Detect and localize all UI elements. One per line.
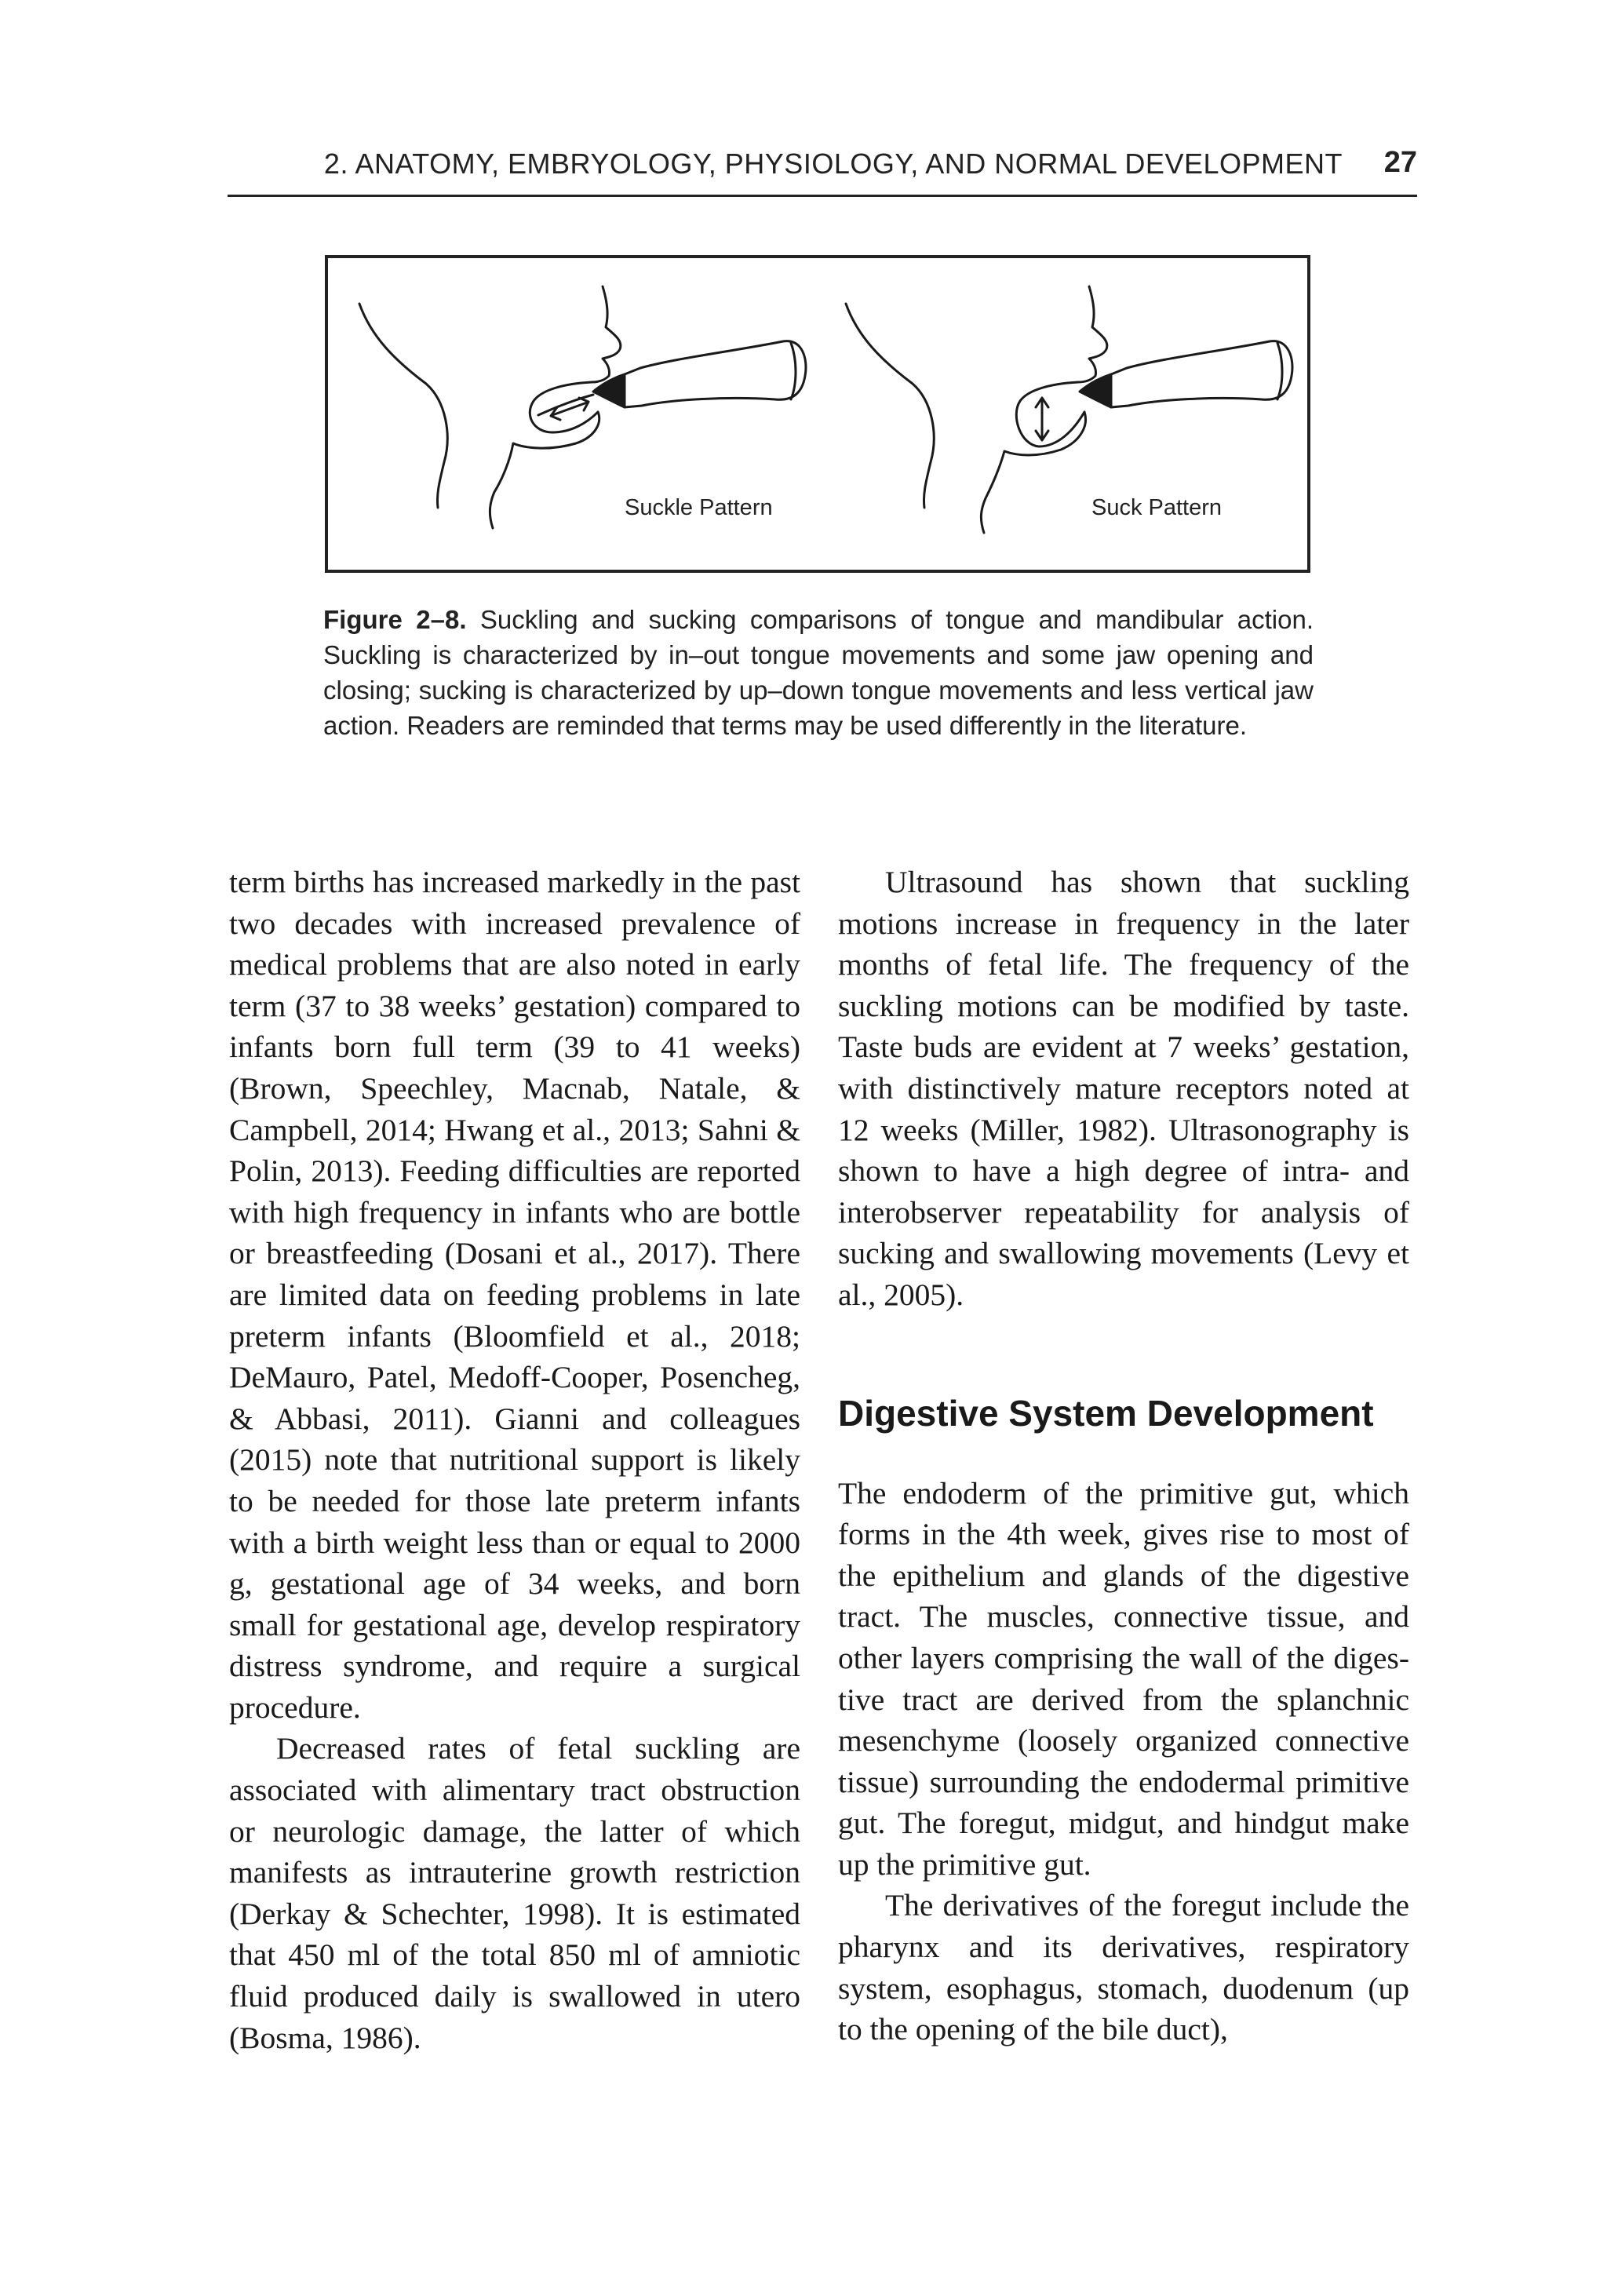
left-head-outline [359, 304, 447, 508]
suckle-suck-illustration [328, 258, 1307, 570]
running-head [228, 148, 1417, 197]
right-nipple [1080, 374, 1111, 407]
right-tongue-curve [1016, 382, 1084, 446]
suckle-pattern-label: Suckle Pattern [625, 495, 773, 520]
right-bottle [1111, 341, 1292, 407]
right-bottle-cap [1277, 343, 1282, 399]
figure-2-8 [325, 255, 1310, 573]
right-face-profile [1078, 286, 1107, 382]
left-paragraph-1: term births has increased markedly in the past two decades with increased prevalence of medical problems that are also noted in early term (37 to 38 weeks’ gestation) compared to infants born full term (39 to 41 weeks) (Brown, Speechley, Macnab, Natale, & Campbell, 2014; Hwang et al., 2013; Sahni & Polin, 2013). Feeding difficulties are reported with high frequency in infants who are bottle or breastfeeding (Dosani et al., 2017). There are limited data on feeding problems in late preterm infants (Bloomfield et al., 2018; DeMauro, Patel, Medoff-Cooper, Posencheg, & Abbasi, 2011). Gianni and colleagues (2015) note that nutritional support is likely to be needed for those late preterm infants with a birth weight less than or equal to 2000 g, gestational age of 34 weeks, and born small for gestational age, develop respiratory distress syndrome, and require a surgical procedure. [229, 865, 800, 1725]
figure-caption-text: Suckling and sucking comparisons of tongue and mandibular action. Suckling is characterized by in–out tongue movements and some jaw opening and closing; sucking is characterized by up–down tongue movements and less vertical jaw action. Readers are reminded that terms may be used differently in the literature. [323, 605, 1314, 740]
right-column [838, 862, 1409, 2050]
left-nipple [593, 374, 625, 407]
right-paragraph-3: The derivatives of the foregut include the pharynx and its derivatives, respiratory system, esophagus, stomach, duodenum (up to the opening of the bile duct), [838, 1888, 1409, 2047]
left-bottle-cap [791, 343, 796, 399]
page-number: 27 [1383, 146, 1417, 179]
left-tongue-inner [538, 395, 593, 415]
running-head-title: 2. ANATOMY, EMBRYOLOGY, PHYSIOLOGY, AND NORMAL DEVELOPMENT [323, 148, 1343, 180]
left-jaw-chin [490, 412, 599, 528]
right-head-outline [846, 304, 934, 508]
left-arrow-line [552, 403, 587, 415]
figure-caption [323, 602, 1314, 743]
right-paragraph-2: The endoderm of the primitive gut, which forms in the 4th week, gives rise to most of the epithelium and glands of the digestive tract. The muscles, connective tissue, and other layers comprising the wall of the digestive tract are derived from the splanchnic mesenchyme (loosely organized connective tissue) surrounding the endodermal primitive gut. The foregut, midgut, and hindgut make up the primitive gut. [838, 1475, 1409, 1882]
left-bottle [625, 341, 806, 407]
left-column [229, 862, 800, 2058]
left-tongue-curve [530, 382, 598, 432]
section-heading: Digestive System Development [838, 1392, 1374, 1434]
figure-caption-label: Figure 2–8. [323, 605, 467, 634]
suck-pattern-label: Suck Pattern [1091, 495, 1223, 520]
left-paragraph-2: Decreased rates of fetal suckling are associated with alimentary tract obstruction or neurologic damage, the latter of which manifests as intrauterine growth restriction (Derkay & Schechter, 1998). It is estimated that 450 ml of the total 850 ml of amniotic fluid produced daily is swallowed in utero (Bosma, 1986). [229, 1731, 800, 2055]
left-face-profile [592, 286, 621, 382]
right-paragraph-1: Ultrasound has shown that suckling motions increase in frequency in the later months of fetal life. The frequency of the suckling motions can be modified by taste. Taste buds are evident at 7 weeks’ gestation, with distinctively mature receptors noted at 12 weeks (Miller, 1982). Ultrasonography is shown to have a high degree of intra- and interobserver repeatability for analysis of sucking and swallowing movements (Levy et al., 2005). [838, 865, 1409, 1312]
